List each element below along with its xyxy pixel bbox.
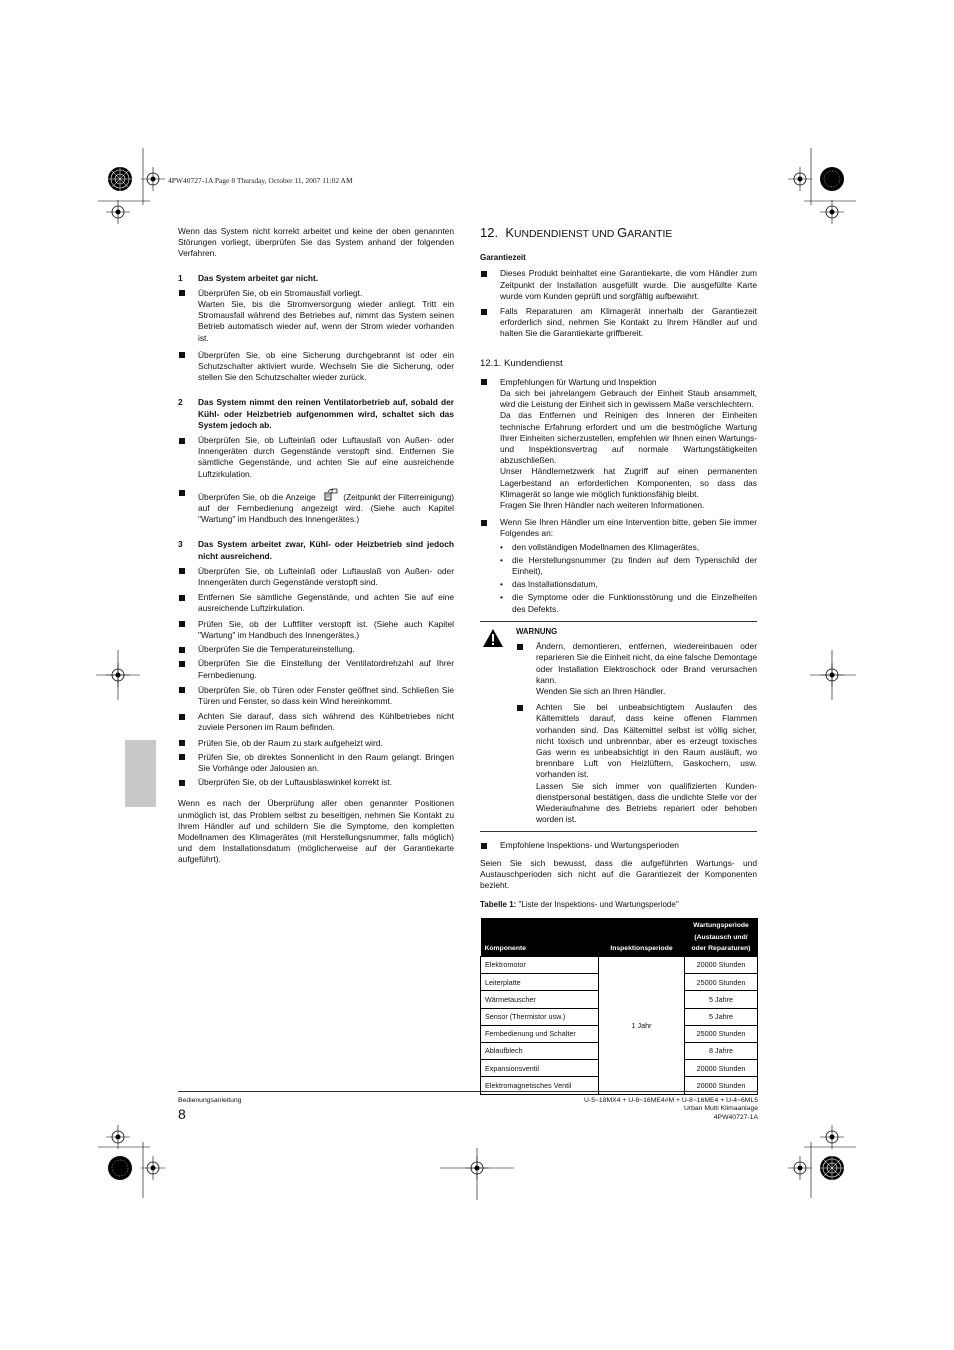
- table-row: Wärmetauscher 5 Jahre: [481, 991, 758, 1008]
- table-row: Ablaufblech 8 Jahre: [481, 1042, 758, 1059]
- inspection-period-cell: 1 Jahr: [599, 956, 685, 1094]
- bullet-square-icon: [179, 740, 185, 746]
- page-number: 8: [178, 1106, 186, 1122]
- bullet-square-icon: [179, 714, 185, 720]
- table-row: Elektromagnetisches Ventil 20000 Stunden: [481, 1077, 758, 1094]
- bullet-square-icon: [179, 568, 185, 574]
- bullet-square-icon: [179, 647, 185, 653]
- bullet-square-icon: [179, 621, 185, 627]
- table-row: Leiterplatte 25000 Stunden: [481, 974, 758, 991]
- left-column: [178, 226, 454, 866]
- table-header-row: Komponente Inspektionsperiode Wartungsperiode (Austausch und/ oder Reparaturen): [481, 918, 758, 956]
- bullet-square-icon: [179, 687, 185, 693]
- list-item: • die Symptome oder die Funktionsstörung und die Einzelheiten des Defekts.: [500, 592, 757, 614]
- filter-cleaning-icon: [321, 488, 339, 502]
- list-item: Überprüfen Sie, ob der Luftausblaswinkel korrekt ist.: [178, 777, 454, 788]
- bullet-square-icon: [179, 780, 185, 786]
- footer-doc-type: Bedienungsanleitung: [178, 1097, 242, 1104]
- list-item: Überprüfen Sie, ob die Anzeige (Zeitpunkt der Filterreinigung) auf der Fernbedienung angezeigt wird. (Siehe auch Kapitel "Wartung" im Handbuch des Innengerätes.): [178, 488, 454, 526]
- list-item: Achten Sie darauf, dass sich während des Kühlbetriebes nicht zuviele Personen im Raum befinden.: [178, 711, 454, 733]
- bullet-square-icon: [179, 290, 185, 296]
- list-item: Empfehlungen für Wartung und Inspektion Da sich bei jahrelangem Gebrauch der Einheit Staub ansammelt, wird die Leistung der Einheit sich in gewissem Maße verschlechtern. Da das Entfernen und Reinigen des Inneren der Einheiten technische Erfahrung erfordert und um die bestmögliche Wartung Ihrer Einheiten sicherzustellen, empfehlen wir Ihnen einen Wartungs- und Inspektionsvertrag auf normale Wartungstätigkeiten abzuschließen. Unser Händlernetzwerk hat Zugriff auf einen permanenten Lagerbestand an erforderlichen Komponenten, so dass das Klimagerät so lange wie möglich funktionsfähig bleibt. Fragen Sie Ihren Händler nach weiteren Informationen.: [480, 377, 757, 511]
- garantie-subtitle: Garantiezeit: [480, 253, 526, 263]
- bullet-square-icon: [481, 843, 487, 849]
- list-item: Wenn Sie Ihren Händler um eine Intervention bitte, geben Sie immer Folgendes an: • den vollständigen Modellnamen des Klimagerätes, • die Herstellungsnummer (zu finden auf dem Typenschild der Einheit), • das Installationsdatum, • die Symptome oder die Funktionsstörung und die Einzelheiten des Defekts.: [480, 517, 757, 615]
- warning-box: [480, 621, 757, 832]
- list-item: Überprüfen Sie, ob Lufteinlaß oder Luftauslaß von Außen- oder Innengeräten durch Gegenstände verstopft sind. Entfernen Sie sämtliche Gegenstände, und achten Sie auf eine ausreichende Luftzirkulation.: [178, 435, 454, 480]
- right-column: [480, 226, 757, 1095]
- warning-title: WARNUNG: [516, 626, 558, 636]
- list-item: Überprüfen Sie die Einstellung der Ventilatordrehzahl auf Ihrer Fernbedienung.: [178, 658, 454, 680]
- list-item: Überprüfen Sie, ob eine Sicherung durchgebrannt ist oder ein Schutzschalter aktiviert wurde. Wechseln Sie die Sicherung, oder stellen Sie den Schutzschalter wieder zurück.: [178, 350, 454, 384]
- table-row: Expansionsventil 20000 Stunden: [481, 1060, 758, 1077]
- warning-triangle-icon: [482, 628, 504, 648]
- outro-text: Wenn es nach der Überprüfung aller oben genannter Positionen unmöglich ist, das Problem selbst zu beseitigen, nehmen Sie Kontakt zu Ihrem Händler auf und schildern Sie die Symptome, den kompletten Modellnamen des Klimagerätes (mit Herstellungsnummer, falls möglich) und dem Installationsdatum (möglicherweise auf der Garantiekarte aufgeführt).: [178, 798, 454, 865]
- chapter-heading: 12. KUNDENDIENST UND GARANTIE: [480, 225, 673, 240]
- section-2-title: 2 Das System nimmt den reinen Ventilatorbetrieb auf, sobald der Kühl- oder Heizbetrieb aufgenommen wird, schaltet sich das System jedoch ab.: [178, 397, 454, 430]
- footer-divider: [178, 1091, 758, 1092]
- bullet-square-icon: [179, 754, 185, 760]
- table-row: Fernbedienung und Schalter 25000 Stunden: [481, 1025, 758, 1042]
- intro-text: Wenn das System nicht korrekt arbeitet und keine der oben genannten Störungen vorliegt, überprüfen Sie das System anhand der folgenden Verfahren.: [178, 226, 454, 259]
- section-1-title: 1 Das System arbeitet gar nicht.: [178, 272, 319, 283]
- bullet-square-icon: [481, 520, 487, 526]
- bullet-square-icon: [179, 438, 185, 444]
- inspection-note: Seien Sie sich bewusst, dass die aufgeführten Wartungs- und Austauschperioden sich nicht auf die Garantiezeit der Komponenten bezieht.: [480, 857, 757, 890]
- chapter-tab-marker: [125, 740, 156, 807]
- list-item: Entfernen Sie sämtliche Gegenstände, und achten Sie auf eine ausreichende Luftzirkulation.: [178, 592, 454, 614]
- bullet-square-icon: [179, 595, 185, 601]
- list-item: • den vollständigen Modellnamen des Klimagerätes,: [500, 541, 700, 552]
- bullet-square-icon: [481, 379, 487, 385]
- print-header: 4PW40727-1A Page 8 Thursday, October 11, 2007 11:02 AM: [168, 176, 353, 185]
- list-item: Ändern, demontieren, entfernen, wiedereinbauen oder reparieren Sie die Einheit nicht, da eine falsche Demontage oder Installation Elektroschock oder Brand verursachen kann. Wenden Sie sich an Ihren Händler.: [516, 641, 757, 697]
- list-item: Empfohlene Inspektions- und Wartungsperioden: [480, 840, 757, 851]
- bullet-square-icon: [517, 644, 523, 650]
- list-item: Überprüfen Sie, ob Lufteinlaß oder Luftauslaß von Außen- oder Innengeräten durch Gegenstände verstopft sind.: [178, 566, 454, 588]
- bullet-square-icon: [481, 271, 487, 277]
- table-row: Sensor (Thermistor usw.) 5 Jahre: [481, 1008, 758, 1025]
- section-heading-kundendienst: 12.1. Kundendienst: [480, 357, 563, 369]
- bullet-square-icon: [179, 490, 185, 496]
- list-item: • die Herstellungsnummer (zu finden auf dem Typenschild der Einheit),: [500, 554, 757, 577]
- list-item: Prüfen Sie, ob direktes Sonnenlicht in den Raum gelangt. Bringen Sie Vorhänge oder Jalousien an.: [178, 752, 454, 774]
- table-row: Elektromotor 1 Jahr 20000 Stunden: [481, 956, 758, 973]
- section-3-title: 3 Das System arbeitet zwar, Kühl- oder Heizbetrieb sind jedoch nicht ausreichend.: [178, 539, 454, 561]
- bullet-square-icon: [517, 705, 523, 711]
- list-item: Prüfen Sie, ob der Raum zu stark aufgeheizt wird.: [178, 738, 454, 749]
- list-item: • das Installationsdatum,: [500, 579, 598, 590]
- footer-model-info: U-5~18MX4 + U-8~16ME4#M + U-8~16ME4 + U-4~6ML5 Urban Multi Klimaanlage 4PW40727-1A: [584, 1097, 758, 1121]
- table-caption: Tabelle 1: "Liste der Inspektions- und Wartungsperiode": [480, 900, 679, 910]
- bullet-square-icon: [179, 352, 185, 358]
- list-item: Achten Sie bei unbeabsichtigtem Auslaufen des Kältemittels darauf, dass keine offenen Flammen vorhanden sind. Das Kältemittel selbst ist völlig sicher, nicht toxisch und unbrennbar, aber es erzeugt toxisches Gas wenn es unbeabsichtigt in den Raum ausläuft, wo brennbare Luft von Heizlüftern, Gaskochern, usw. vorhanden ist. Lassen Sie sich immer von qualifizierten Kunden-dienstpersonal bestätigen, dass die undichte Stelle vor der Wiederaufnahme des Betriebs repariert oder behoben worden ist.: [516, 702, 757, 825]
- list-item: Dieses Produkt beinhaltet eine Garantiekarte, die vom Händler zum Zeitpunkt der Installation ausgefüllt wurde. Die ausgefüllte Karte wurde vom Kunden geprüft und sorgfältig aufbewahrt.: [480, 268, 757, 302]
- list-item: Überprüfen Sie die Temperatureinstellung.: [178, 644, 454, 655]
- list-item: Prüfen Sie, ob der Luftfilter verstopft ist. (Siehe auch Kapitel "Wartung" im Handbuch des Innengerätes.): [178, 619, 454, 641]
- list-item: Falls Reparaturen am Klimagerät innerhalb der Garantiezeit erforderlich sind, nehmen Sie Kontakt zu Ihrem Händler auf und halten Sie die Garantiekarte griffbereit.: [480, 306, 757, 340]
- bullet-square-icon: [179, 661, 185, 667]
- section-3-list: [178, 566, 454, 788]
- bullet-square-icon: [481, 309, 487, 315]
- list-item: Überprüfen Sie, ob Türen oder Fenster geöffnet sind. Schließen Sie Türen und Fenster, so dass kein Wind hereinkommt.: [178, 685, 454, 707]
- list-item: Überprüfen Sie, ob ein Stromausfall vorliegt. Warten Sie, bis die Stromversorgung wieder anliegt. Tritt ein Stromausfall während des Betriebes auf, nimmt das System seinen Betrieb automatisch wieder auf, wenn der Strom wieder vorhanden ist.: [178, 288, 454, 344]
- maintenance-table: [480, 918, 758, 1094]
